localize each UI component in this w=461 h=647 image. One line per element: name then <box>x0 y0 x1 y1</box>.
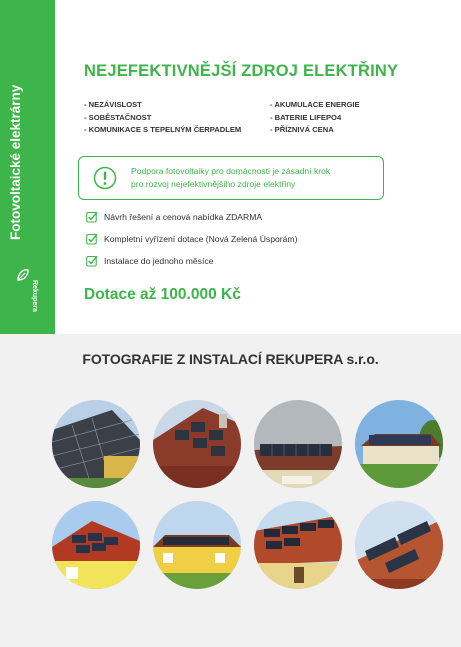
photo-image <box>355 501 443 589</box>
photo-image <box>254 400 342 488</box>
photo-image <box>52 501 140 589</box>
note-line-1: Podpora fotovoltaiky pro domácnosti je zásadní krok <box>131 166 331 176</box>
green-sidebar <box>0 0 55 334</box>
leaf-logo-icon <box>16 268 30 282</box>
feature-column-right <box>270 99 360 137</box>
solar-roof-photo-5[interactable] <box>52 501 140 589</box>
photo-image <box>52 400 140 488</box>
photo-image <box>153 400 241 488</box>
gallery-title-main: FOTOGRAFIE Z INSTALACÍ REKUPERA <box>82 351 343 367</box>
solar-roof-photo-6[interactable] <box>153 501 241 589</box>
photo-image <box>254 501 342 589</box>
sidebar-title: Fotovoltaické elektrárny <box>8 84 23 240</box>
solar-roof-photo-8[interactable] <box>355 501 443 589</box>
note-line-2: pro rozvoj nejefektivnějšího zdroje elektřiny <box>131 179 296 189</box>
solar-roof-photo-7[interactable] <box>254 501 342 589</box>
benefit-label: Návrh řešení a cenová nabídka ZDARMA <box>104 212 263 222</box>
logo-text: Rekupera <box>31 280 38 312</box>
solar-roof-photo-2[interactable] <box>153 400 241 488</box>
gallery-title <box>0 351 461 367</box>
solar-roof-photo-3[interactable] <box>254 400 342 488</box>
benefit-label: Instalace do jednoho měsíce <box>104 256 214 266</box>
gallery-title-suffix: s.r.o. <box>346 351 379 367</box>
solar-roof-photo-1[interactable] <box>52 400 140 488</box>
checkbox-icon <box>86 211 98 223</box>
exclamation-icon <box>93 166 117 190</box>
info-note <box>78 156 384 200</box>
page-headline: NEJEFEKTIVNĚJŠÍ ZDROJ ELEKTŘINY <box>84 62 399 80</box>
benefit-label: Kompletní vyřízení dotace (Nová Zelená Úsporám) <box>104 234 298 244</box>
rekupera-logo <box>16 268 42 318</box>
feature-item: - AKUMULACE ENERGIE <box>270 100 360 109</box>
feature-column-left <box>84 99 241 137</box>
note-text <box>131 165 381 191</box>
photo-image <box>153 501 241 589</box>
photo-image <box>355 400 443 488</box>
feature-item: - NEZÁVISLOST <box>84 100 142 109</box>
feature-item: - BATERIE LIFEPO4 <box>270 112 342 122</box>
gallery-section <box>0 334 461 647</box>
checkbox-icon <box>86 233 98 245</box>
feature-item: - KOMUNIKACE S TEPELNÝM ČERPADLEM <box>84 125 242 134</box>
subsidy-amount: Dotace až 100.000 Kč <box>84 286 241 303</box>
feature-item: - SOBĚSTAČNOST <box>84 112 152 122</box>
solar-roof-photo-4[interactable] <box>355 400 443 488</box>
feature-item: - PŘÍZNIVÁ CENA <box>270 125 334 134</box>
checkbox-icon <box>86 255 98 267</box>
